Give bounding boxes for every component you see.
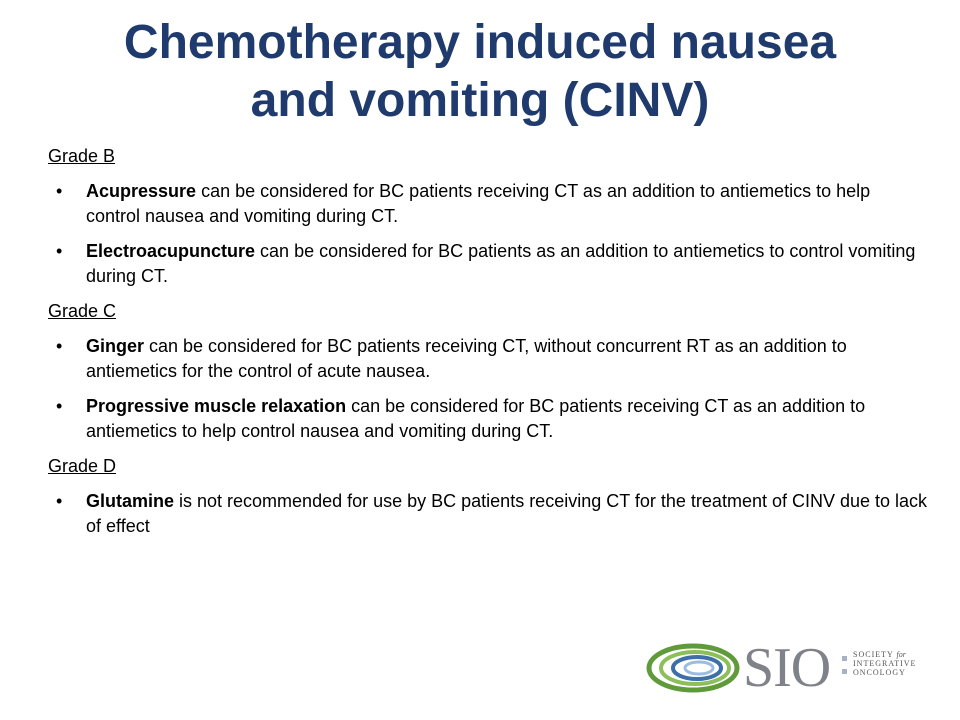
- item-text: is not recommended for use by BC patients receiving CT for the treatment of CINV due to lack of effect: [86, 491, 928, 536]
- sio-logo: [645, 637, 935, 699]
- item-term: Electroacupuncture: [86, 241, 256, 261]
- bullet-icon: •: [56, 491, 63, 511]
- slide-body: [48, 144, 928, 549]
- item-term: Acupressure: [86, 181, 197, 201]
- grade-b-heading: Grade B: [48, 146, 116, 166]
- list-item: [48, 489, 928, 539]
- item-text: can be considered for BC patients as an addition to antiemetics to control vomiting during CT.: [86, 241, 916, 286]
- grade-d-heading: Grade D: [48, 456, 117, 476]
- item-text: can be considered for BC patients receiving CT as an addition to antiemetics to help control nausea and vomiting during CT.: [86, 181, 871, 226]
- item-term: Glutamine: [86, 491, 175, 511]
- grade-c-heading: Grade C: [48, 301, 117, 321]
- item-term: Progressive muscle relaxation: [86, 396, 347, 416]
- org-line-2: INTEGRATIVE: [853, 659, 917, 668]
- item-text: can be considered for BC patients receiving CT, without concurrent RT as an addition to antiemetics for the control of acute nausea.: [86, 336, 847, 381]
- list-item: [48, 239, 928, 289]
- org-line-1: SOCIETY: [853, 650, 894, 659]
- logo-org-name: [853, 650, 916, 677]
- logo-wordmark: SIO: [743, 637, 831, 699]
- bullet-icon: •: [56, 181, 63, 201]
- logo-divider-icon: [842, 656, 847, 682]
- bullet-icon: •: [56, 396, 63, 416]
- slide-title: [40, 14, 920, 130]
- item-term: Ginger: [86, 336, 145, 356]
- item-text: can be considered for BC patients receiving CT as an addition to antiemetics to help control nausea and vomiting during CT.: [86, 396, 866, 441]
- list-item: [48, 394, 928, 444]
- title-line-1: Chemotherapy induced nausea: [123, 16, 837, 69]
- title-line-2: and vomiting (CINV): [250, 74, 710, 127]
- bullet-icon: •: [56, 241, 63, 261]
- list-item: [48, 179, 928, 229]
- org-line-1-for: for: [896, 650, 906, 659]
- swirl-icon: [645, 640, 741, 696]
- list-item: [48, 334, 928, 384]
- bullet-icon: •: [56, 336, 63, 356]
- org-line-3: ONCOLOGY: [853, 668, 906, 677]
